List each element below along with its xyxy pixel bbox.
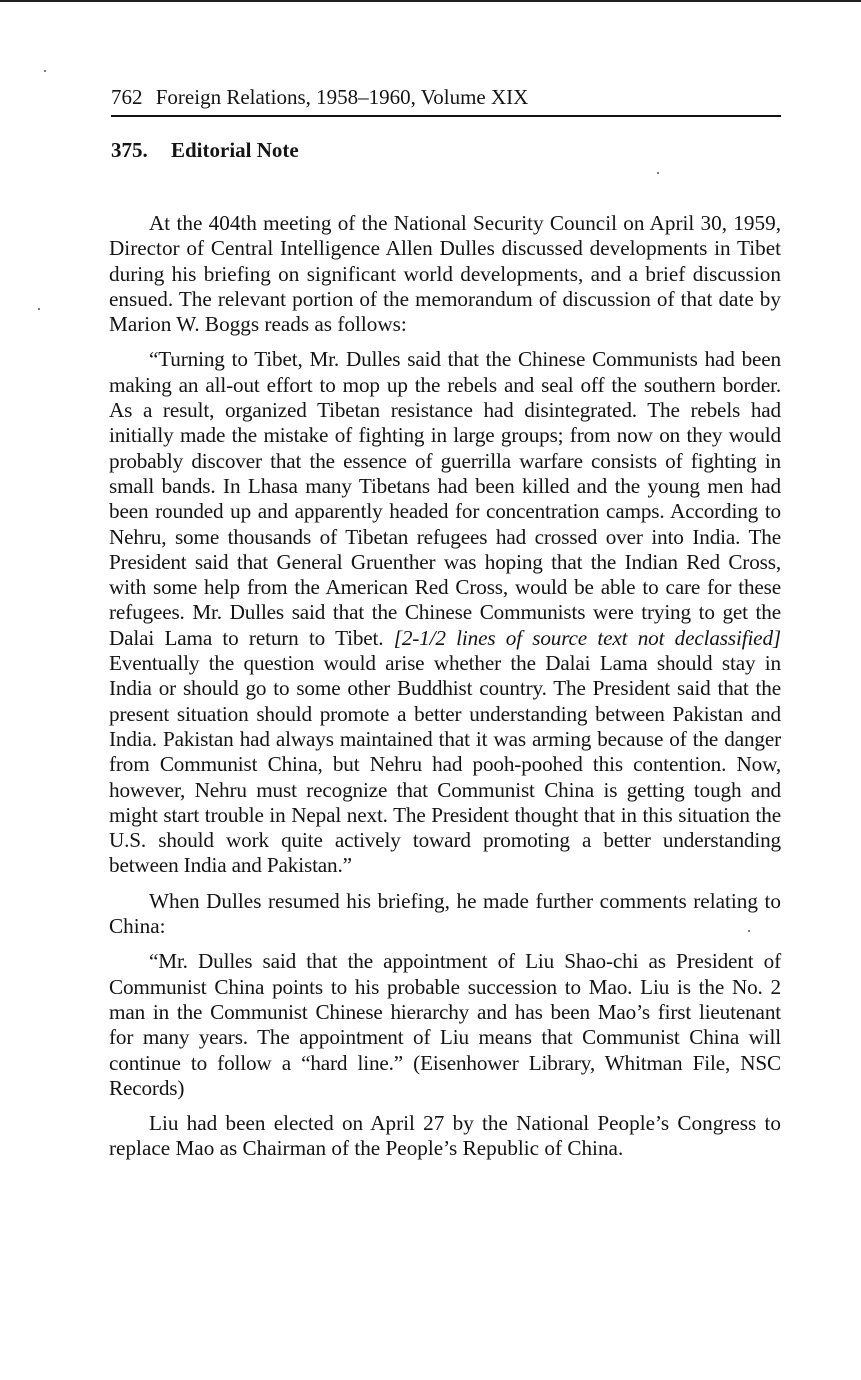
document-number: 375. [111, 138, 148, 162]
running-head [111, 84, 781, 110]
scan-speck [657, 172, 659, 174]
scan-speck [38, 308, 40, 310]
redaction-note: [2-1/2 lines of source text not declassified] [393, 625, 781, 650]
paragraph-closing: Liu had been elected on April 27 by the National People’s Congress to replace Mao as Chairman of the People’s Republic of China. [109, 1111, 781, 1161]
document-title: Editorial Note [171, 138, 299, 162]
paragraph-quote-tibet [109, 347, 781, 878]
paragraph-quote-liu: “Mr. Dulles said that the appointment of Liu Shao-chi as President of Communist China points to his probable succession to Mao. Liu is the No. 2 man in the Communist Chinese hierarchy and has been Mao’s first lieutenant for many years. The appointment of Liu means that Communist China will continue to follow a “hard line.” (Eisenhower Library, Whitman File, NSC Records) [109, 949, 781, 1100]
document-body [109, 211, 781, 1172]
quote-tibet-text-end: Eventually the question would arise whether the Dalai Lama should stay in India or should go to some other Buddhist country. The President said that the present situation should promote a better understanding between Pakistan and India. Pakistan had always maintained that it was arming because of the danger from Communist China, but Nehru had pooh-poohed this contention. Now, however, Nehru must recognize that Communist China is getting tough and might start trouble in Nepal next. The President thought that in this situation the U.S. should work quite actively toward promoting a better understanding between India and Pakistan.” [109, 651, 781, 878]
page-number: 762 [111, 85, 143, 109]
document-heading [111, 137, 299, 163]
series-title: Foreign Relations, 1958–1960, Volume XIX [155, 85, 529, 109]
paragraph-resumed-briefing: When Dulles resumed his briefing, he made further comments relating to China: [109, 888, 781, 939]
scan-speck [44, 70, 46, 72]
paragraph-intro: At the 404th meeting of the National Security Council on April 30, 1959, Director of Central Intelligence Allen Dulles discussed developments in Tibet during his briefing on significant world developments, and a brief discussion ensued. The relevant portion of the memorandum of discussion of that date by Marion W. Boggs reads as follows: [109, 211, 781, 337]
scan-speck [748, 930, 750, 932]
header-rule [111, 115, 781, 117]
quote-tibet-text-start: “Turning to Tibet, Mr. Dulles said that the Chinese Communists had been making an all-out effort to mop up the rebels and seal off the southern border. As a result, organized Tibetan resistance had disintegrated. The rebels had initially made the mistake of fighting in large groups; from now on they would probably discover that the essence of guerrilla warfare consists of fighting in small bands. In Lhasa many Tibetans had been killed and the young men had been rounded up and apparently headed for concentration camps. According to Nehru, some thousands of Tibetan refugees had crossed over into India. The President said that General Gruenther was hoping that the Indian Red Cross, with some help from the American Red Cross, would be able to care for these refugees. Mr. Dulles said that the Chinese Communists were trying to get the Dalai Lama to return to Tibet. [109, 347, 781, 650]
